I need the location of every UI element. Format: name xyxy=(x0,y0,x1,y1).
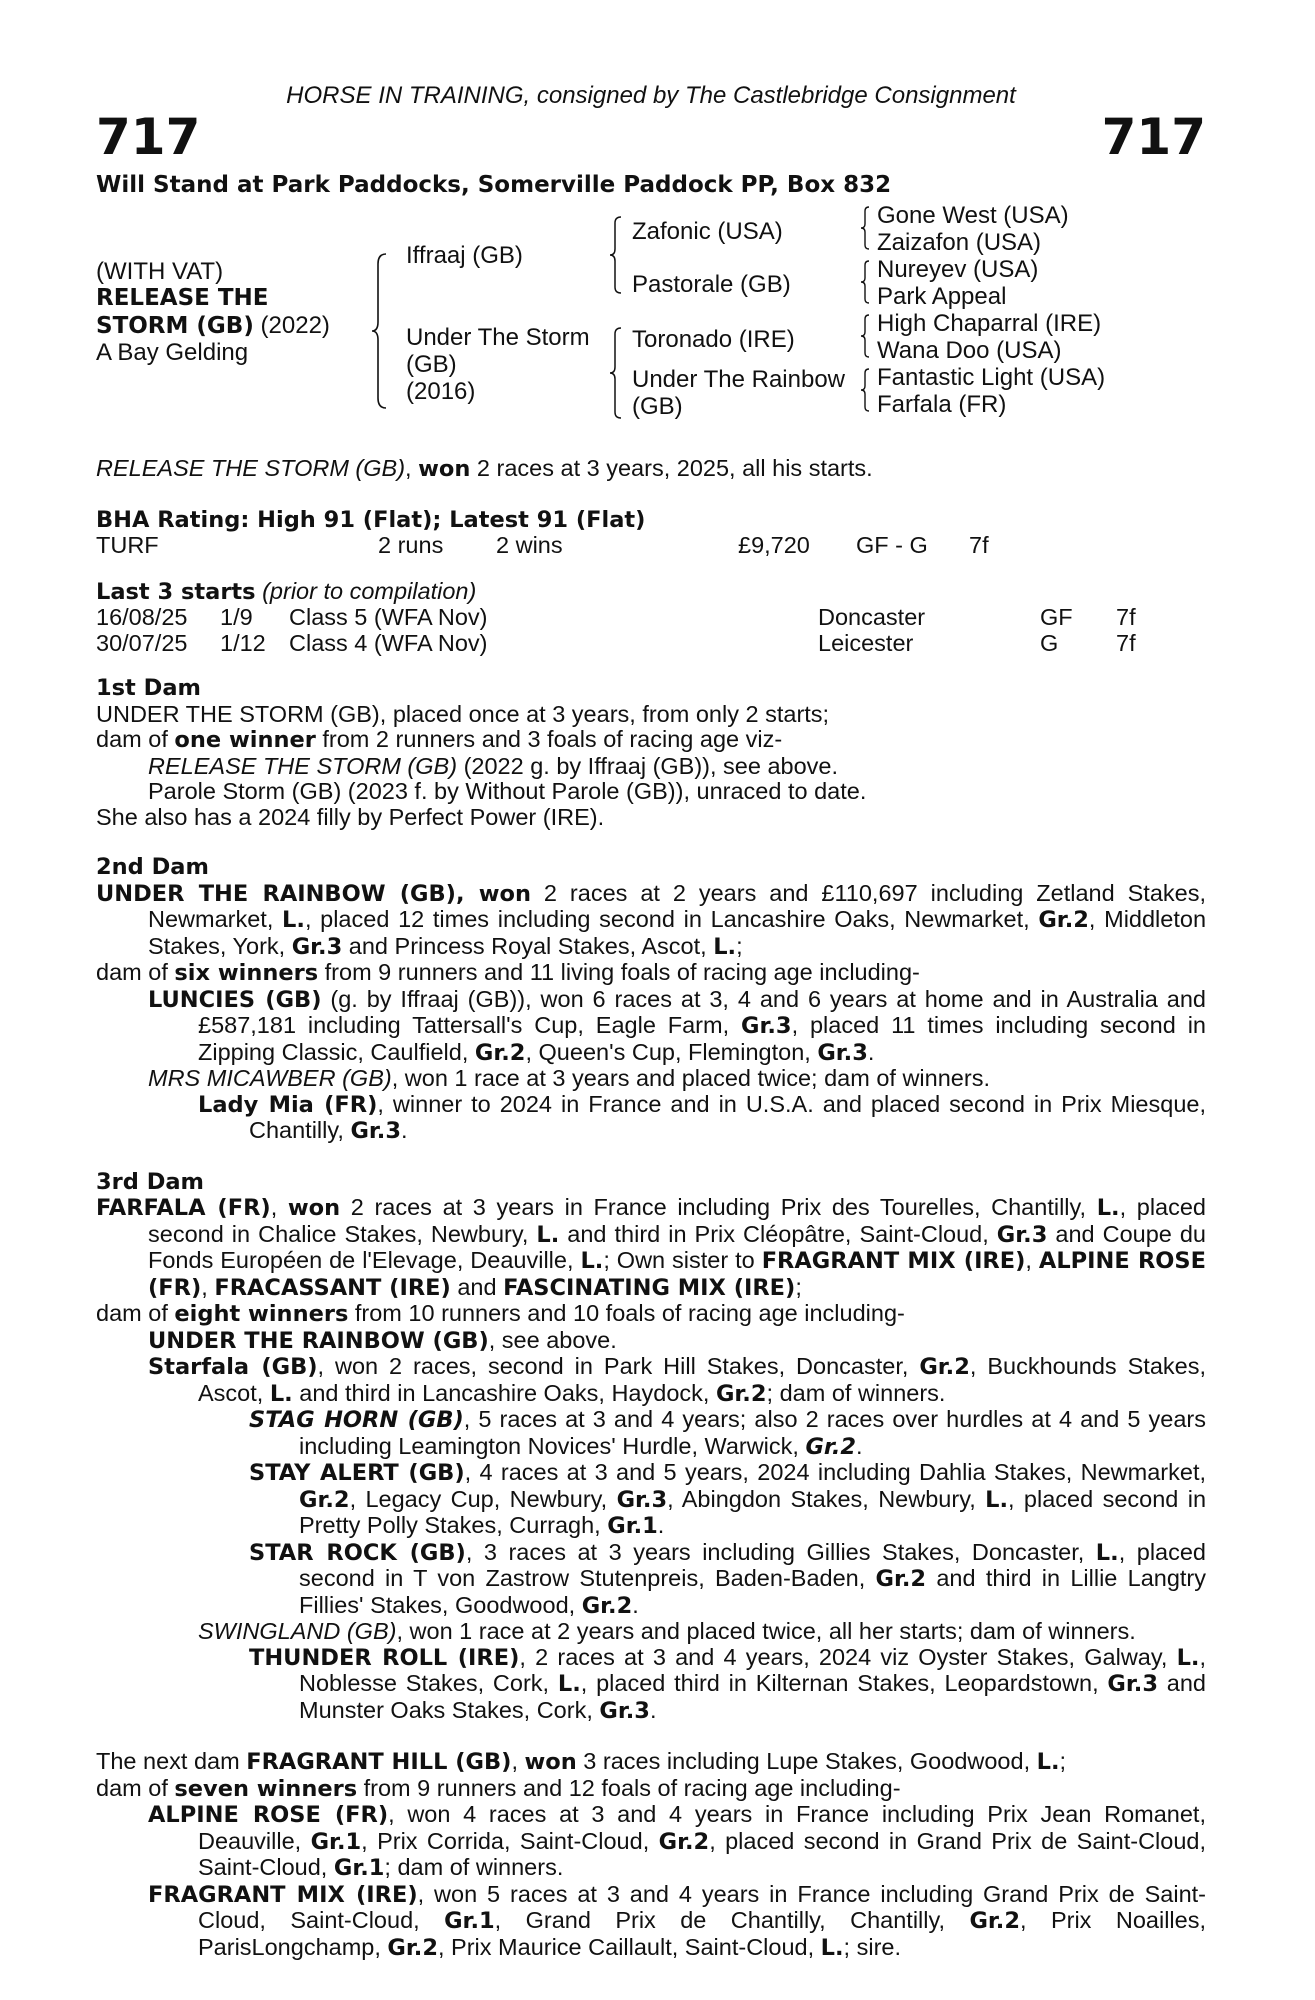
next-dam-produce: dam of seven winners from 9 runners and 12 foals of racing age including- xyxy=(96,1774,901,1802)
ggp-5: High Chaparral (IRE) xyxy=(877,310,1102,337)
dam2-produce: dam of six winners from 9 runners and 11 living foals of racing age including- xyxy=(96,959,920,986)
next-dam-progeny: ALPINE ROSE (FR), won 4 races at 3 and 4 years in France including Prix Jean Romanet, Deauville, Gr.1, Prix Corrida, Saint-Cloud, Gr.2, placed second in Grand Prix de Saint-Cloud, Saint-Cloud, Gr.1; dam of winners. xyxy=(148,1801,1206,1881)
horse-description: A Bay Gelding xyxy=(96,339,249,366)
brace-ggp-1 xyxy=(859,205,871,251)
dam3-grandprogeny: STAY ALERT (GB), 4 races at 3 and 5 years, 2024 including Dahlia Stakes, Newmarket, Gr.2, Legacy Cup, Newbury, Gr.3, Abingdon Stakes, Newbury, L., placed second in Pretty Polly Stakes, Curragh, Gr.1. xyxy=(249,1459,1207,1539)
dam3-grandprogeny: STAR ROCK (GB), 3 races at 3 years including Gillies Stakes, Doncaster, L., placed second in T von Zastrow Stutenpreis, Baden-Baden, Gr.2 and third in Lillie Langtry Fillies' Stakes, Goodwood, Gr.2. xyxy=(249,1538,1207,1619)
rating-title: BHA Rating: High 91 (Flat); Latest 91 (Flat) xyxy=(96,506,646,533)
lot-number-right: 717 xyxy=(1101,108,1206,166)
page-body xyxy=(96,456,1206,1961)
lot-number-left: 717 xyxy=(96,108,201,166)
brace-sire-side xyxy=(608,215,624,295)
brace-dam-side xyxy=(608,326,624,420)
dam3-grandprogeny: STAG HORN (GB), 5 races at 3 and 4 years; also 2 races over hurdles at 4 and 5 years including Leamington Novices' Hurdle, Warwick, Gr.2. xyxy=(249,1406,1207,1460)
dam-dam-line1: Under The Rainbow xyxy=(632,366,846,393)
last-start-row: 16/08/25 1/9 Class 5 (WFA Nov) Doncaster GF 7f xyxy=(96,604,1136,630)
dam2-progeny: LUNCIES (GB) (g. by Iffraaj (GB)), won 6 races at 3, 4 and 6 years at home and in Australia and £587,181 including Tattersall's Cup, Eagle Farm, Gr.3, placed 11 times including second in Zipping Classic, Caulfield, Gr.2, Queen's Cup, Flemington, Gr.3. xyxy=(148,985,1206,1066)
brace-ggp-3 xyxy=(859,313,871,359)
dam2-grandprogeny: Lady Mia (FR), winner to 2024 in France and in U.S.A. and placed second in Prix Miesque, Chantilly, Gr.3. xyxy=(198,1090,1206,1144)
consignment-line: HORSE IN TRAINING, consigned by The Castlebridge Consignment xyxy=(286,82,1016,109)
dam3-progeny: SWINGLAND (GB), won 1 race at 2 years and placed twice, all her starts; dam of winners. xyxy=(198,1618,1136,1644)
ggp-2: Zaizafon (USA) xyxy=(877,229,1042,256)
horse-year: (2022) xyxy=(260,312,330,339)
summary-line: RELEASE THE STORM (GB), won 2 races at 3 years, 2025, all his starts. xyxy=(96,455,873,482)
dam1-progeny: Parole Storm (GB) (2023 f. by Without Parole (GB)), unraced to date. xyxy=(148,778,867,804)
next-dam-progeny: FRAGRANT MIX (IRE), won 5 races at 3 and 4 years in France including Grand Prix de Saint-Cloud, Saint-Cloud, Gr.1, Grand Prix de Chantilly, Chantilly, Gr.2, Prix Noailles, ParisLongchamp, Gr.2, Prix Maurice Caillault, Saint-Cloud, L.; sire. xyxy=(148,1880,1206,1961)
ggp-4: Park Appeal xyxy=(877,283,1007,310)
dam1-line: UNDER THE STORM (GB), placed once at 3 years, from only 2 starts; xyxy=(96,700,830,727)
ggp-6: Wana Doo (USA) xyxy=(877,337,1062,364)
ggp-1: Gone West (USA) xyxy=(877,202,1069,229)
dam1-line: dam of one winner from 2 runners and 3 foals of racing age viz- xyxy=(96,726,783,753)
dam2-progeny: MRS MICAWBER (GB), won 1 race at 3 years and placed twice; dam of winners. xyxy=(148,1065,990,1091)
dam1-line: She also has a 2024 filly by Perfect Power (IRE). xyxy=(96,803,605,830)
last-start-row: 30/07/25 1/12 Class 4 (WFA Nov) Leicester G 7f xyxy=(96,629,1136,656)
last-starts-title: Last 3 starts (prior to compilation) xyxy=(96,577,477,605)
ggp-8: Farfala (FR) xyxy=(877,391,1007,418)
dam2-record: UNDER THE RAINBOW (GB), won 2 races at 2 years and £110,697 including Zetland Stakes, Newmarket, L., placed 12 times including second in Lancashire Oaks, Newmarket, Gr.2, Middleton Stakes, York, Gr.3 and Princess Royal Stakes, Ascot, L.; xyxy=(96,879,1207,960)
horse-name-line1: RELEASE THE xyxy=(96,285,269,311)
dam3-grandprogeny: THUNDER ROLL (IRE), 2 races at 3 and 4 years, 2024 viz Oyster Stakes, Galway, L., Noblesse Stakes, Cork, L., placed third in Kilternan Stakes, Leopardstown, Gr.3 and Munster Oaks Stakes, Cork, Gr.3. xyxy=(249,1643,1207,1724)
brace-ggp-2 xyxy=(859,259,871,305)
rating-row: TURF 2 runs 2 wins £9,720 GF - G 7f xyxy=(96,532,989,558)
sire-name: Iffraaj (GB) xyxy=(406,242,523,269)
next-dam-record: The next dam FRAGRANT HILL (GB), won 3 races including Lupe Stakes, Goodwood, L.; xyxy=(96,1748,1067,1775)
ggp-7: Fantastic Light (USA) xyxy=(877,364,1106,391)
catalogue-page xyxy=(96,0,1206,2000)
dam1-heading: 1st Dam xyxy=(96,675,201,701)
dam-dam-line2: (GB) xyxy=(632,393,683,420)
dam3-heading: 3rd Dam xyxy=(96,1168,204,1195)
dam3-produce: dam of eight winners from 10 runners and 10 foals of racing age including- xyxy=(96,1300,905,1327)
sire-sire: Zafonic (USA) xyxy=(632,218,783,245)
dam1-progeny: RELEASE THE STORM (GB) (2022 g. by Iffraaj (GB)), see above. xyxy=(148,752,839,779)
sire-dam: Pastorale (GB) xyxy=(632,271,791,298)
horse-name-part2: STORM (GB) xyxy=(96,313,254,339)
stand-location: Will Stand at Park Paddocks, Somerville Paddock PP, Box 832 xyxy=(96,172,892,198)
dam-sire: Toronado (IRE) xyxy=(632,326,795,353)
pedigree-brace-main xyxy=(370,252,390,410)
dam3-record: FARFALA (FR), won 2 races at 3 years in France including Prix des Tourelles, Chantilly, L., placed second in Chalice Stakes, Newbury, L. and third in Prix Cléopâtre, Saint-Cloud, Gr.3 and Coupe du Fonds Européen de l'Elevage, Deauville, L.; Own sister to FRAGRANT MIX (IRE), ALPINE ROSE (FR), FRACASSANT (IRE) and FASCINATING MIX (IRE); xyxy=(96,1194,1206,1301)
dam-name-line2: (GB) xyxy=(406,351,457,378)
dam-name-line3: (2016) xyxy=(406,378,476,405)
vat-label: (WITH VAT) xyxy=(96,258,224,285)
pedigree-chart xyxy=(96,200,1226,422)
dam3-progeny: Starfala (GB), won 2 races, second in Park Hill Stakes, Doncaster, Gr.2, Buckhounds Stakes, Ascot, L. and third in Lancashire Oaks, Haydock, Gr.2; dam of winners. xyxy=(148,1353,1206,1407)
horse-name-line2 xyxy=(96,312,330,340)
ggp-3: Nureyev (USA) xyxy=(877,256,1039,283)
dam-name-line1: Under The Storm xyxy=(406,324,590,351)
dam3-progeny: UNDER THE RAINBOW (GB), see above. xyxy=(148,1326,617,1354)
brace-ggp-4 xyxy=(859,367,871,413)
dam2-heading: 2nd Dam xyxy=(96,854,209,880)
